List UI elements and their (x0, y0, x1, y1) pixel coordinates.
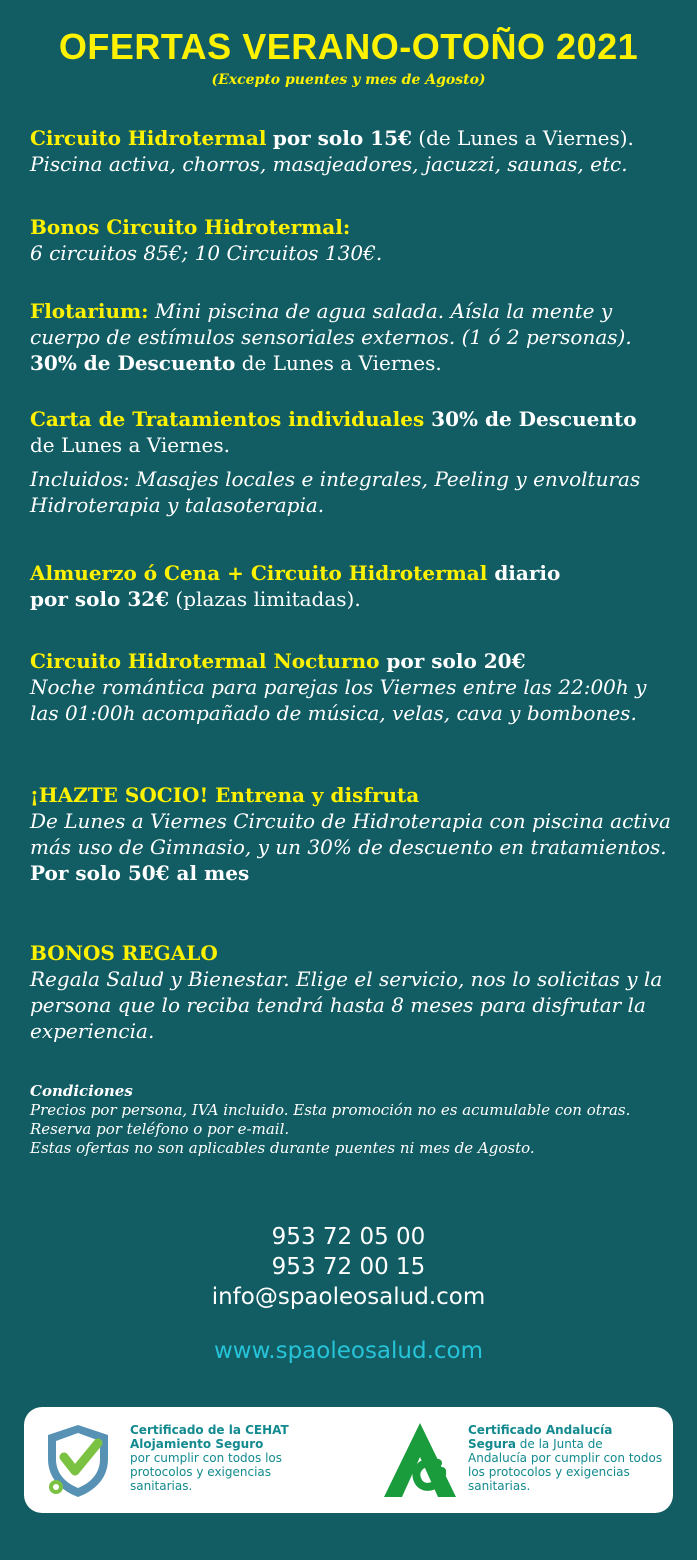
conditions-line2: Estas ofertas no son aplicables durante puentes ni mes de Agosto. (30, 1139, 535, 1157)
offer-circuito-price: por solo 15€ (272, 126, 412, 150)
offer-carta-name: Carta de Tratamientos individuales (30, 407, 425, 431)
offer-flotarium-discount: 30% de Descuento (30, 351, 236, 375)
offer-carta-included: Incluidos: Masajes locales e integrales, Peeling y envolturas Hidroterapia y talasoterapia. (30, 467, 641, 517)
offer-nocturno (30, 648, 680, 726)
phone-2[interactable]: 953 72 00 15 (271, 1254, 426, 1280)
andalucia-cert (468, 1423, 663, 1493)
andalucia-cert-title: Certificado Andalucía Segura (468, 1423, 613, 1451)
offer-regalo-name: BONOS REGALO (30, 941, 218, 965)
offer-almuerzo-note: (plazas limitadas). (169, 587, 361, 611)
offer-socio (30, 782, 680, 886)
offer-bonos-desc: 6 circuitos 85€; 10 Circuitos 130€. (30, 241, 383, 265)
offer-almuerzo-daily: diario (487, 561, 561, 585)
andalucia-cert-desc: de la Junta de Andalucía por cumplir con todos los protocolos y exigencias sanitarias. (468, 1437, 663, 1493)
page-subtitle: (Excepto puentes y mes de Agosto) (211, 72, 486, 88)
offer-nocturno-price: por solo 20€ (379, 649, 526, 673)
cehat-cert-desc: por cumplir con todos los protocolos y exigencias sanitarias. (130, 1451, 282, 1493)
offer-circuito-desc: Piscina activa, chorros, masajeadores, jacuzzi, saunas, etc. (30, 152, 628, 176)
offer-regalo-desc: Regala Salud y Bienestar. Elige el servicio, nos lo solicitas y la persona que lo reciba tendrá hasta 8 meses para disfrutar la experiencia. (30, 967, 663, 1043)
offer-socio-desc: De Lunes a Viernes Circuito de Hidroterapia con piscina activa más uso de Gimnasio, y un 30% de descuento en tratamientos. (30, 809, 671, 859)
offer-circuito-days: (de Lunes a Viernes). (411, 126, 634, 150)
offer-circuito (30, 125, 680, 177)
conditions-line1: Precios por persona, IVA incluido. Esta promoción no es acumulable con otras. Reserva por teléfono o por e-mail. (30, 1101, 631, 1138)
offer-circuito-name: Circuito Hidrotermal (30, 126, 267, 150)
cehat-shield-icon (38, 1421, 118, 1501)
certificates-panel (24, 1407, 673, 1513)
offer-almuerzo-name: Almuerzo ó Cena + Circuito Hidrotermal (30, 561, 488, 585)
offer-socio-price: Por solo 50€ al mes (30, 861, 250, 885)
offer-flotarium-name: Flotarium: (30, 299, 149, 323)
offer-almuerzo (30, 560, 680, 612)
website-link[interactable]: www.spaoleosalud.com (213, 1338, 484, 1364)
offer-nocturno-name: Circuito Hidrotermal Nocturno (30, 649, 380, 673)
offer-nocturno-desc: Noche romántica para parejas los Viernes entre las 22:00h y las 01:00h acompañado de música, velas, cava y bombones. (30, 675, 647, 725)
andalucia-segura-logo-icon (380, 1419, 460, 1501)
offer-regalo (30, 940, 680, 1044)
offer-flotarium-desc: Mini piscina de agua salada. Aísla la mente y cuerpo de estímulos sensoriales externos. (1 ó 2 personas). (30, 299, 632, 349)
offer-flotarium (30, 298, 680, 376)
conditions (30, 1082, 680, 1158)
email-link[interactable]: info@spaoleosalud.com (211, 1284, 486, 1310)
conditions-title: Condiciones (30, 1082, 133, 1100)
phone-1[interactable]: 953 72 05 00 (271, 1224, 426, 1250)
offer-almuerzo-price: por solo 32€ (30, 587, 170, 611)
offer-carta (30, 406, 680, 518)
offer-carta-days: de Lunes a Viernes. (30, 433, 230, 457)
offer-socio-name: ¡HAZTE SOCIO! Entrena y disfruta (30, 783, 420, 807)
offer-bonos-name: Bonos Circuito Hidrotermal: (30, 215, 351, 239)
cehat-cert (130, 1423, 315, 1493)
page-title: OFERTAS VERANO-OTOÑO 2021 (58, 26, 639, 67)
offer-bonos (30, 214, 680, 266)
offer-carta-discount: 30% de Descuento (424, 407, 637, 431)
cehat-cert-title: Certificado de la CEHAT Alojamiento Seguro (130, 1423, 289, 1451)
offer-flotarium-days: de Lunes a Viernes. (235, 351, 442, 375)
